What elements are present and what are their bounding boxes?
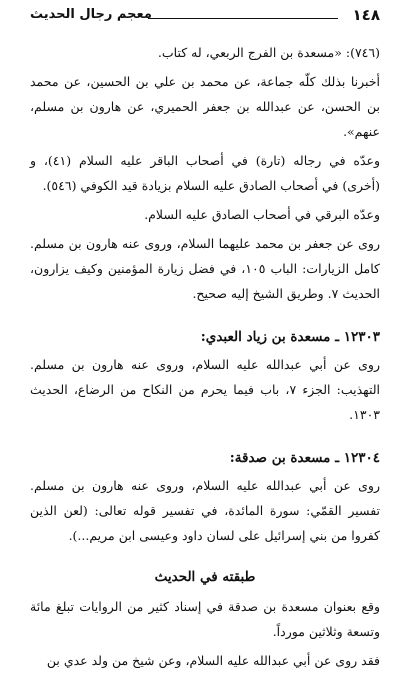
page-header <box>30 4 380 28</box>
section-title: طبقته في الحديث <box>154 569 256 585</box>
paragraph: روى عن أبي عبدالله عليه السلام، وروى عنه هارون بن مسلم. تفسير القمّي: سورة المائدة، في تفسير قوله تعالى: (لعن الذين كفروا من بني إسرائيل على لسان داود وعيسى ابن مريم...). <box>30 478 380 543</box>
paragraph: وقع بعنوان مسعدة بن صدقة في إسناد كثير من الروايات تبلغ مائة وتسعة وثلاثين مورداً. <box>30 599 380 639</box>
running-title: معجم رجال الحديث <box>30 7 152 22</box>
paragraph: فقد روى عن أبي عبدالله عليه السلام، وعن شيخ من ولد عدي بن <box>46 653 380 668</box>
paragraph: روى عن جعفر بن محمد عليهما السلام، وروى عنه هارون بن مسلم. كامل الزيارات: الباب ١٠٥، في فضل زيارة المؤمنين وكيف يزارون، الحديث ٧. وطريق الشيخ إليه صحيح. <box>30 236 380 301</box>
paragraph: (٧٤٦): «مسعدة بن الفرج الربعي، له كتاب. <box>157 45 380 60</box>
header-rule <box>148 18 338 19</box>
entry-title: ١٢٣٠٤ ـ مسعدة بن صدقة: <box>229 450 380 466</box>
paragraph: وعدّه في رجاله (تارة) في أصحاب الباقر عليه السلام (٤١)، و (أخرى) في أصحاب الصادق عليه السلام بزيادة قيد الكوفي (٥٤٦). <box>30 153 381 193</box>
entry-title: ١٢٣٠٣ ـ مسعدة بن زياد العبدي: <box>200 329 380 345</box>
page-content <box>30 40 380 677</box>
paragraph: وعدّه البرقي في أصحاب الصادق عليه السلام. <box>144 207 380 222</box>
paragraph: أخبرنا بذلك كلّه جماعة، عن محمد بن علي بن الحسين، عن محمد بن الحسن، عن عبدالله بن جعفر الحميري، عن هارون بن مسلم، عنهم». <box>30 74 380 139</box>
page-number: ١٤٨ <box>352 6 380 24</box>
paragraph: روى عن أبي عبدالله عليه السلام، وروى عنه هارون بن مسلم. التهذيب: الجزء ٧، باب فيما يحرم من النكاح من الرضاع، الحديث ١٣٠٣. <box>30 357 381 422</box>
